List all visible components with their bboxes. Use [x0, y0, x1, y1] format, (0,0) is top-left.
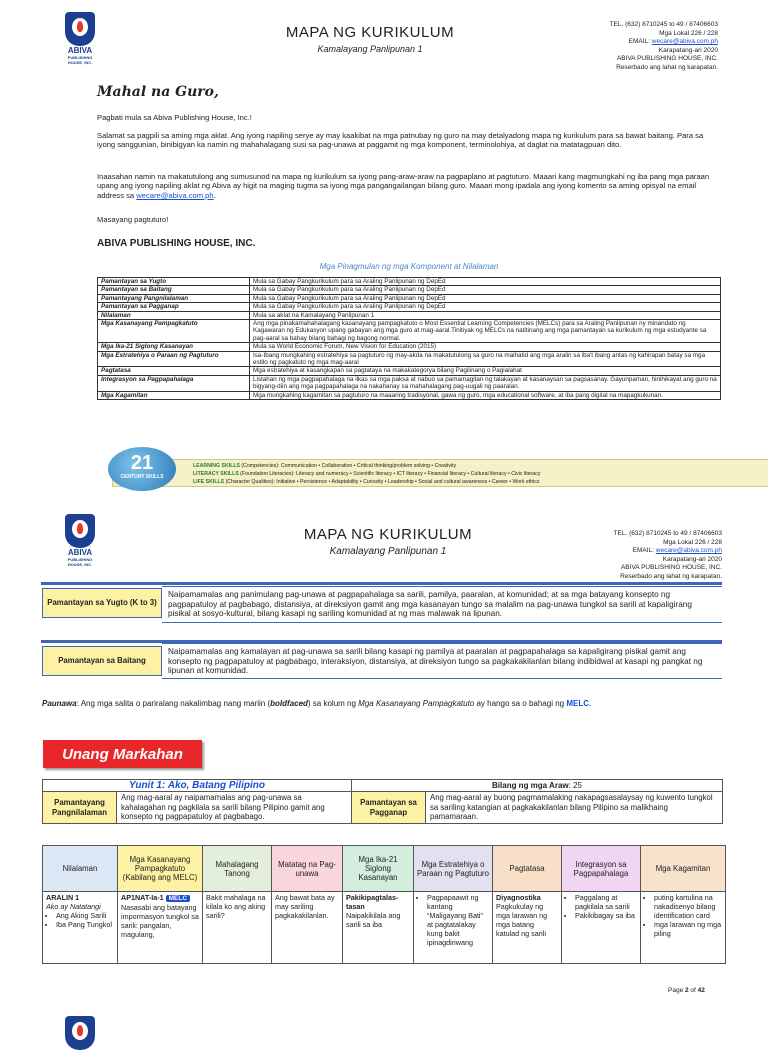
column-header: Matatag na Pag-unawa: [272, 846, 343, 892]
cell-pagtatasa: Diyagnostika Pagkukulay ng mga larawan ng mga batang katulad ng sarili: [493, 892, 562, 964]
component-key: Mga Ika-21 Siglong Kasanayan: [98, 343, 250, 351]
abiva-shield-icon: [65, 514, 95, 548]
component-key: Nilalaman: [98, 311, 250, 319]
cell-kasanayan: AP1NAT-Ia-1 MELC Nasasabi ang batayang impormasyon tungkol sa sarili: pangalan, magulang,: [118, 892, 203, 964]
abiva-logo: ABIVA PUBLISHING HOUSE, INC.: [62, 12, 98, 65]
skill-text: (Foundation Literacies): Literacy and numeracy • Scientific literacy • ICT literacy • Financial literacy • Cultural literacy • Civic literacy: [238, 471, 541, 477]
components-title: Mga Pinagmulan ng mga Komponent at Nilalaman: [319, 262, 499, 271]
cell-siglo: Pakikipagtalas-tasan Naipakikilala ang sarili sa iba: [343, 892, 414, 964]
column-header: Nilalaman: [43, 846, 118, 892]
component-value: Mula sa World Economic Forum, New Vision for Education (2015): [250, 343, 721, 351]
grade-standard-text: Naipamamalas ang kamalayan at pag-unawa sa sarili bilang kasapi ng pamilya at paaralan at pagpapahalaga sa kapaligirang pisikal gamit ang konsepto ng pagpapatuloy at pagbabago, interaksiyon, distansiya, at direksiyon tungo sa pagkakakilanlan bilang indibidwal at kasapi ng pangkat ng lipunan at komunidad.: [162, 643, 722, 679]
cell-unawa: Ang bawat bata ay may sariling pagkakakilanlan.: [272, 892, 343, 964]
email-link[interactable]: wecare@abiva.com.ph: [651, 38, 718, 46]
century-skills-badge: 21 CENTURY SKILLS: [108, 447, 176, 491]
component-row: [98, 351, 721, 367]
component-key: Pamantayan sa Pagganap: [98, 303, 250, 311]
column-header: Mga Kagamitan: [641, 846, 726, 892]
column-header: Integrasyon sa Pagpapahalaga: [562, 846, 641, 892]
stage-standard-label: Pamantayan sa Yugto (K to 3): [42, 588, 162, 618]
component-key: Mga Kagamitan: [98, 391, 250, 399]
component-value: Mula sa Gabay Pangkurikulum para sa Araling Panlipunan ng DepEd: [250, 286, 721, 294]
component-key: Pamantayan sa Baitang: [98, 286, 250, 294]
email-link[interactable]: wecare@abiva.com.ph: [655, 547, 722, 555]
unit-days: Bilang ng mga Araw: 25: [352, 780, 723, 792]
skill-text: (Competencies): Communication • Collaboration • Critical thinking/problem solving • Creativity: [239, 463, 457, 469]
unit-table: [42, 779, 723, 824]
purpose-paragraph: Inaasahan namin na makatutulong ang sumusunod na mapa ng kurikulum sa iyong pang-araw-araw na pagpaplano at pagtuturo. Maaari kang magmungkahi ng iba pang mga paraan upang ang iyong napiling aklat ng Abiva ay higit na maging tugma sa iyong mga pangangailangan bilang guro. Maaari mong ipadala ang iyong komento sa aming opisyal na email address sa wecare@abiva.com.ph.: [97, 172, 710, 200]
component-row: [98, 311, 721, 319]
contact-block: TEL. (632) 8710245 to 49 / 87406603 Mga Lokal 226 / 228 EMAIL: wecare@abiva.com.ph Karapatang-ari 2020 ABIVA PUBLISHING HOUSE, INC. Reserbado ang lahat ng karapatan.: [609, 21, 718, 71]
content-standard-label: Pamantayang Pangnilalaman: [43, 792, 117, 823]
page-title: MAPA NG KURIKULUM: [303, 526, 473, 543]
page-subtitle: Kamalayang Panlipunan 1: [329, 546, 447, 557]
component-value: Isa-Ibang mungkahing estratehiya sa pagtuturo ng may-akda na makatutulong sa guro na maihatid ang mga aralin sa iba't ibang antas ng kahirapan batay sa mga estilo ng pagkatuto ng mga mag-aaral: [250, 351, 721, 367]
divider: [41, 582, 722, 585]
melc-tag: MELC: [166, 895, 190, 902]
component-row: [98, 375, 721, 391]
contact-block: TEL. (632) 8710245 to 49 / 87406603 Mga Lokal 226 / 228 EMAIL: wecare@abiva.com.ph Karapatang-ari 2020 ABIVA PUBLISHING HOUSE, INC. Reserbado ang lahat ng karapatan.: [613, 530, 722, 580]
component-row: [98, 303, 721, 311]
skill-label: LEARNING SKILLS: [193, 463, 240, 469]
component-row: [98, 343, 721, 351]
publisher-signature: ABIVA PUBLISHING HOUSE, INC.: [97, 238, 256, 249]
component-row: [98, 391, 721, 399]
components-table: [97, 277, 721, 400]
cell-kagamitan: • puting kartulina na nakadisenyo bilang identification card • mga larawan ng mga piling: [641, 892, 726, 964]
component-key: Mga Kasanayang Pampagkatuto: [98, 320, 250, 343]
component-value: Mga estratehiya at kasangkapan sa pagtataya na makakategorya bilang Pagilinang o Pagialahat: [250, 367, 721, 375]
page-number: Page 2 of 42: [668, 987, 705, 994]
column-header: Mahalagang Tanong: [203, 846, 272, 892]
column-header: Mga Kasanayang Pampagkatuto (Kabilang ang MELC): [118, 846, 203, 892]
century-skills-box: [112, 459, 768, 487]
cell-estratehiya: • Pagpapaawit ng kantang “Maligayang Bati” at pagtatalakay kung bakit ipinagdiriwang: [414, 892, 493, 964]
greeting-paragraph: Pagbati mula sa Abiva Publishing House, Inc.!: [97, 113, 252, 122]
skill-label: LIFE SKILLS: [193, 479, 225, 485]
component-value: Mula sa Gabay Pangkurikulum para sa Araling Panlipunan ng DepEd: [250, 303, 721, 311]
skill-line: [193, 462, 768, 470]
component-key: Pamantayang Pangnilalaman: [98, 294, 250, 302]
salutation: Mahal na Guro,: [97, 84, 219, 100]
column-header: Mga Ika-21 Siglong Kasanayan: [343, 846, 414, 892]
column-header: Mga Estratehiya o Paraan ng Pagtuturo: [414, 846, 493, 892]
page-subtitle: Kamalayang Panlipunan 1: [317, 44, 423, 54]
component-row: [98, 294, 721, 302]
component-value: Mula sa Gabay Pangkurikulum para sa Araling Panlipunan ng DepEd: [250, 278, 721, 286]
component-key: Integrasyon sa Pagpapahalaga: [98, 375, 250, 391]
cell-nilalaman: ARALIN 1 Ako ay Natatangi • Ang Aking Sarili • Iba Pang Tungkol: [43, 892, 118, 964]
abiva-logo: ABIVA PUBLISHING HOUSE, INC.: [62, 514, 98, 567]
abiva-shield-icon: [65, 1016, 95, 1050]
column-header: Pagtatasa: [493, 846, 562, 892]
component-key: Pamantayan sa Yugto: [98, 278, 250, 286]
abiva-shield-icon: [65, 12, 95, 46]
grade-standard-label: Pamantayan sa Baitang: [42, 646, 162, 676]
component-row: [98, 320, 721, 343]
component-key: Mga Estratehiya o Paraan ng Pagtuturo: [98, 351, 250, 367]
component-row: [98, 278, 721, 286]
performance-standard-text: Ang mag-aaral ay buong pagmamalaking nakapagsasalaysay ng kuwento tungkol sa sariling katangian at pagkakakilanlan bilang Pilipino sa malikhaing pamamaraan.: [426, 792, 723, 823]
abiva-logo: [62, 1016, 98, 1050]
intro-paragraph: Salamat sa pagpili sa aming mga aklat. Ang iyong napiling serye ay may kaakibat na mga patnubay ng guro na may detalyadong mapa ng kurikulum para sa bawat baitang. Para sa iyong sanggunian, binibigyan ka namin ng mahahalagang susi sa pag-unawa at paggamit ng mga komponent, terminolohiya, at daglat na matatagpuan dito.: [97, 131, 704, 150]
performance-standard-label: Pamantayan sa Pagganap: [352, 792, 426, 823]
component-value: Ang mga pinakamahahalagang kasanayang pampagkatuto o Most Essential Learning Competencies (MELCs) para sa Araling Panlipunan ny minandato ng Kagawaran ng Edukasyon upang gabayan ang mga guro at mag-aaral.Tinitiyak ng MELCs na natitinang ang mga pamantayan sa kurikulum ng mga estudyante sa pag-aaral sa bahay bilang bahagi ng bagong normal.: [250, 320, 721, 343]
component-row: [98, 286, 721, 294]
component-value: Mula sa aklat na Kamalayang Panlipunan 1: [250, 311, 721, 319]
cell-pagpapahalaga: • Paggalang at pagkilala sa sarili • Pakikibagay sa iba: [562, 892, 641, 964]
skill-text: (Character Qualities): Initiative • Persistence • Adaptability • Curiosity • Leadership • Social and cultural awareness • Career • Work ethics: [224, 479, 540, 485]
component-key: Pagtatasa: [98, 367, 250, 375]
page-title: MAPA NG KURIKULUM: [285, 24, 455, 41]
component-row: [98, 367, 721, 375]
skill-label: LITERACY SKILLS: [193, 471, 239, 477]
skill-line: [193, 478, 768, 486]
quarter-banner: Unang Markahan: [43, 740, 202, 768]
content-standard-text: Ang mag-aaral ay naipamamalas ang pag-unawa sa kahalagahan ng pagkilala sa sarili bilang Pilipino gamit ang konsepto ng pagpapatuloy at pagbabago.: [117, 792, 352, 823]
paunawa-note: Paunawa: Ang mga salita o pariralang nakalimbag nang mariin (boldfaced) sa kolum ng Mga Kasanayang Pampagkatuto ay hango sa o bahagi ng MELC.: [42, 699, 592, 708]
curriculum-table: [42, 845, 726, 964]
cell-tanong: Bakit mahalaga na kilala ko ang aking sarili?: [203, 892, 272, 964]
component-value: Mula sa Gabay Pangkurikulum para sa Araling Panlipunan ng DepEd: [250, 294, 721, 302]
unit-title: Yunit 1: Ako, Batang Pilipino: [43, 780, 352, 792]
component-value: Mga mungkahing kagamitan sa pagtuturo na maaaring tradisyonal, gawa ng guro, mga educational software, at iba pang digital na mapagkukunan.: [250, 391, 721, 399]
closing-paragraph: Masayang pagtuturo!: [97, 215, 169, 224]
letter-email-link[interactable]: wecare@abiva.com.ph: [136, 190, 214, 200]
skill-line: [193, 470, 768, 478]
component-value: Listahan ng mga pagpapahalaga na ilkas sa mga paksa at nabuo sa pamamagitan ng talakayan at kasanaysan sa pagsasanay. Gayunpaman, hinihikayat ang guro na bigyang-diin ang mga pagpapahalaga na nakahanay sa mahahalagang pag-uugali ng paaralan.: [250, 375, 721, 391]
stage-standard-text: Naipamamalas ang panimulang pag-unawa at pagpapahalaga sa sarili, pamilya, paaralan, at komunidad; at sa mga batayang konsepto ng pagpapatuloy at pagbabago, distansiya, at direksiyon gamit ang mga kasanayan tungo sa malalim na pag-unawa tungkol sa sarili at kapaligirang pisikal at sosyo-kultural, bilang kasapi ng sariling komunidad at ng mas malawak na lipunan.: [162, 586, 722, 623]
